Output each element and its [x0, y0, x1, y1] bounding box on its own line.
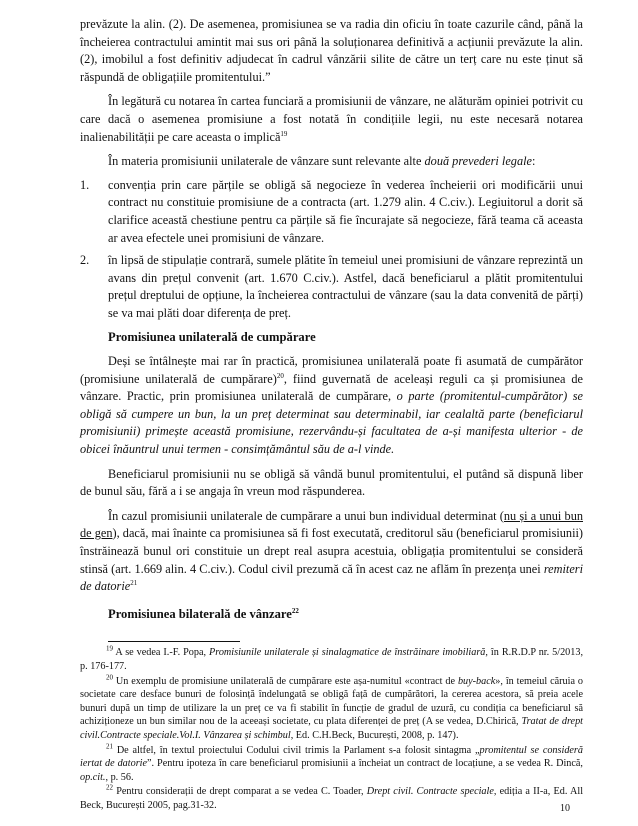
footnote-text: Pentru considerații de drept comparat a se vedea C. Toader,: [116, 786, 367, 798]
footnote-ref-21[interactable]: 21: [130, 579, 138, 588]
footnote-text: De altfel, în textul proiectului Codului civil trimis la Parlament s-a folosit sintagma „: [116, 744, 480, 756]
footnote-ref-22[interactable]: 22: [291, 606, 299, 615]
footnote-text: , ediția a II-a, Ed. All Beck, București 2005, pag.31-32.: [80, 786, 584, 811]
paragraph-1: prevăzute la alin. (2). De asemenea, promisiunea se va radia din oficiu în toate cazurile când, până la încheierea contractului amintit mai sus ori până la soluționarea definitivă a acțiunii prevăzute la alin. (2), imobilul a fost definitiv adjudecat în cadrul vânzării silite de către un terț care nu este ținut să răspundă de obligațiile promitentului.”: [80, 17, 583, 84]
footnote-text: », în temeiul căruia o societate care desface bunuri de folosință îndelungată se obligă față de cumpărători, la cererea acestora, să preia acele bunuri după un timp de utilizare la un preț ce va fi stabilit în funcție de gradul de uzură, cu condiția ca beneficiarul să achiziționeze un bun similar nou de la aceeași societate, cu plata diferenței de preț (A se vedea, D.Chirică,: [80, 675, 584, 728]
paragraph-4-text-a: Deși se întâlnește mai rar în practică, promisiunea unilaterală poate fi asumată de cumpărător (promisiune unilaterală de cumpărare): [80, 354, 583, 386]
list-item: [80, 252, 583, 322]
footnote-emphasis: promitentul se consideră iertat de datorie: [80, 744, 583, 770]
document-page: [80, 16, 583, 813]
section-heading-bilateral-sale: [80, 606, 583, 624]
footnote-text: , în R.R.D.P nr. 5/2013, p. 176-177.: [80, 647, 583, 672]
list-item-number: 1.: [80, 177, 90, 192]
paragraph-6-text-a: În cazul promisiunii unilaterale de cumpărare a unui bun individual determinat (: [108, 508, 504, 523]
paragraph-2-text: În legătură cu notarea în cartea funciară a promisiunii de vânzare, ne alăturăm opiniei potrivit cu care dacă o asemenea promisiune a fost notată în condițiile legii, nu este necesară notarea inalienabilității pe care aceasta o implică: [80, 94, 583, 144]
paragraph-2: [80, 93, 583, 146]
paragraph-3-text: În materia promisiunii unilaterale de vânzare sunt relevante alte: [108, 154, 425, 169]
list-item: [80, 177, 583, 247]
list-item-number: 2.: [80, 253, 90, 268]
section-heading-bilateral-sale-text: Promisiunea bilaterală de vânzare: [108, 606, 292, 621]
paragraph-4: [80, 353, 583, 459]
footnote-ref-19[interactable]: 19: [280, 129, 288, 138]
footnote-text: ”. Pentru ipoteza în care beneficiarul promisiunii a încheiat un contract de locațiune, a se vedea R. Dincă,: [147, 758, 583, 770]
paragraph-3-emphasis: două prevederi legale: [424, 154, 532, 169]
footnote-20: [80, 675, 583, 743]
paragraph-4-text-b: , fiind guvernată de aceleași reguli ca și promisiunea de vânzare. Practic, prin promisiunea unilaterală de cumpărare,: [80, 371, 584, 404]
footnote-number: 20: [106, 673, 113, 682]
paragraph-6-text-b: ), dacă, mai înainte ca promisiunea să fi fost executată, creditorul său (beneficiarul promisiunii) înstrăinează bunul ori constituie un drept real asupra acestuia, obligația promitentului se consideră stinsă (art. 1.669 alin. 4 C.civ.). Codul civil prezumă că în acest caz ne aflăm în prezența unei: [80, 526, 584, 576]
footnote-number: 21: [106, 742, 113, 751]
footnote-text: Un exemplu de promisiune unilaterală de cumpărare este așa-numitul «contract de: [115, 675, 458, 687]
paragraph-6: [80, 508, 583, 596]
paragraph-6-emphasis: remiteri de datorie: [80, 561, 583, 594]
paragraph-5: Beneficiarul promisiunii nu se obligă să vândă bunul promitentului, el putând să dispună liber de bunul său, fără a i se angaja în vreun mod răspunderea.: [80, 466, 583, 499]
list-item-text: în lipsă de stipulație contrară, sumele plătite în temeiul unei promisiuni de vânzare reprezintă un avans din prețul convenit (art. 1.670 C.civ.). Astfel, dacă beneficiarul a plătit promitentului prețul dreptului de opțiune, la încheierea contractului de vânzare (sau la data convenită de părți) se va mai plăti doar diferența de preț.: [108, 253, 583, 320]
footnote-19: [80, 646, 583, 673]
footnote-emphasis: buy-back: [457, 675, 496, 687]
paragraph-3-end: :: [531, 154, 536, 169]
page-number: 10: [560, 803, 570, 814]
footnote-number: 22: [106, 783, 113, 792]
footnote-22: [80, 785, 583, 812]
footnote-emphasis: Tratat de drept civil.Contracte speciale.Vol.I. Vânzarea și schimbul: [80, 716, 583, 741]
paragraph-6-underlined: nu și a unui bun de gen: [80, 508, 583, 541]
section-heading-unilateral-purchase: Promisiunea unilaterală de cumpărare: [108, 329, 316, 344]
footnote-text: , Ed. C.H.Beck, București, 2008, p. 147).: [290, 729, 459, 741]
footnote-emphasis: op.cit.: [80, 771, 106, 783]
footnote-text: , p. 56.: [105, 771, 134, 783]
paragraph-3: [80, 153, 583, 171]
footnote-ref-20[interactable]: 20: [276, 371, 284, 380]
legal-provisions-list: [80, 177, 583, 323]
paragraph-4-emphasis: o parte (promitentul-cumpărător) se obligă să cumpere un bun, la un preț determinat sau determinabil, iar cealaltă parte (beneficiarul promisiunii) primește această promisiune, rezervându-și facultatea de a-și manifesta ulterior - de obicei înăuntrul unui termen - consimțământul său de a-l vinde.: [80, 389, 583, 457]
footnote-emphasis: Drept civil. Contracte speciale: [366, 786, 494, 798]
list-item-text: convenția prin care părțile se obligă să negocieze în vederea încheierii ori modificării unui contract nu constituie promisiune de a contracta (art. 1.279 alin. 4 C.civ.). Legiuitorul a dorit să clarifice această chestiune pentru ca părțile să fie încurajate să negocieze, fără teama că aceasta ar avea efectele unei promisiuni de vânzare.: [108, 177, 583, 245]
footnote-number: 19: [106, 645, 113, 654]
footnote-text: A se vedea I.-F. Popa,: [115, 647, 210, 659]
footnote-21: [80, 744, 583, 785]
footnote-emphasis: Promisiunile unilaterale și sinalagmatice de înstrăinare imobiliară: [209, 647, 486, 659]
footnote-separator: [108, 641, 240, 642]
